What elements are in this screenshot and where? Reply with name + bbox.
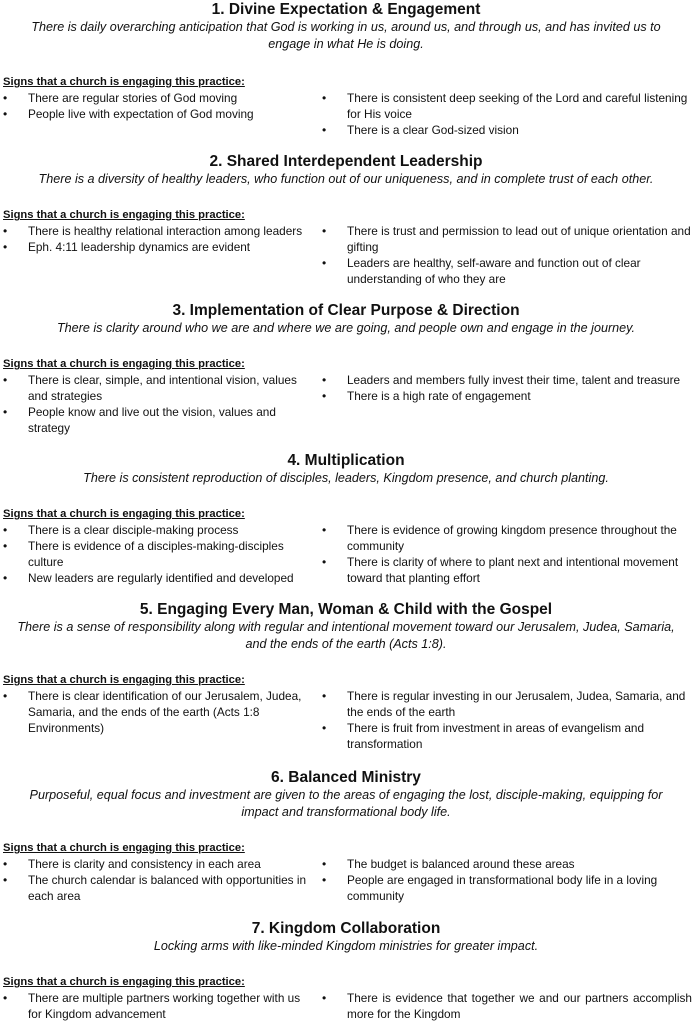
signs-list-right <box>322 990 692 1022</box>
signs-list-left <box>3 522 308 586</box>
signs-list-left <box>3 223 308 255</box>
signs-list-right <box>322 522 692 586</box>
section-title: 7. Kingdom Collaboration <box>251 920 441 937</box>
list-item: • There is a clear disciple-making process <box>3 522 308 538</box>
section-title: 2. Shared Interdependent Leadership <box>209 153 483 170</box>
practice-section-7 <box>0 920 692 1021</box>
list-item: • People know and live out the vision, values and strategy <box>3 404 308 436</box>
section-title: 4. Multiplication <box>287 452 405 469</box>
signs-list-right <box>322 90 692 138</box>
list-item: • The budget is balanced around these areas <box>322 856 692 872</box>
signs-label: Signs that a church is engaging this practice: <box>3 76 245 88</box>
list-item: • There is evidence of growing kingdom presence throughout the community <box>322 522 692 554</box>
section-description: Locking arms with like-minded Kingdom ministries for greater impact. <box>153 939 539 953</box>
signs-list-right <box>322 223 692 287</box>
practice-section-4 <box>0 452 692 585</box>
list-item: • There is clarity and consistency in each area <box>3 856 308 872</box>
practice-section-2 <box>0 153 692 286</box>
list-item: • The church calendar is balanced with opportunities in each area <box>3 872 308 904</box>
section-title: 3. Implementation of Clear Purpose & Direction <box>172 302 520 319</box>
signs-list-right <box>322 372 692 404</box>
list-item: • There is clear, simple, and intentional vision, values and strategies <box>3 372 308 404</box>
list-item: • There is fruit from investment in areas of evangelism and transformation <box>322 720 692 752</box>
signs-list-left <box>3 90 308 122</box>
signs-label: Signs that a church is engaging this practice: <box>3 508 245 520</box>
signs-list-left <box>3 990 308 1022</box>
list-item: • People are engaged in transformational body life in a loving community <box>322 872 692 904</box>
list-item: • There is a high rate of engagement <box>322 388 692 404</box>
list-item: • There are regular stories of God moving <box>3 90 308 106</box>
practice-section-3 <box>0 302 692 435</box>
list-item: • People live with expectation of God moving <box>3 106 308 122</box>
section-description: Purposeful, equal focus and investment are given to the areas of engaging the lost, disciple-making, equipping for impact and transformational body life. <box>29 788 663 819</box>
list-item: • There is consistent deep seeking of the Lord and careful listening for His voice <box>322 90 692 122</box>
practice-section-5 <box>0 601 692 751</box>
list-item: • There is evidence of a disciples-making-disciples culture <box>3 538 308 570</box>
signs-list-right <box>322 856 692 904</box>
list-item: • There are multiple partners working together with us for Kingdom advancement <box>3 990 308 1022</box>
list-item: • There is trust and permission to lead out of unique orientation and gifting <box>322 223 692 255</box>
list-item: • New leaders are regularly identified and developed <box>3 570 308 586</box>
section-description: There is daily overarching anticipation that God is working in us, around us, and through us, and has invited us to engage in what He is doing. <box>31 20 661 51</box>
signs-list-left <box>3 856 308 904</box>
section-title: 5. Engaging Every Man, Woman & Child with the Gospel <box>139 601 553 618</box>
signs-label: Signs that a church is engaging this practice: <box>3 209 245 221</box>
list-item: • Leaders and members fully invest their time, talent and treasure <box>322 372 692 388</box>
section-title: 1. Divine Expectation & Engagement <box>211 1 481 18</box>
list-item: • Leaders are healthy, self-aware and function out of clear understanding of who they are <box>322 255 692 287</box>
section-title: 6. Balanced Ministry <box>271 769 421 786</box>
list-item: • There is evidence that together we and our partners accomplish more for the Kingdom <box>322 990 692 1022</box>
list-item: • There is a clear God-sized vision <box>322 122 692 138</box>
section-description: There is consistent reproduction of disciples, leaders, Kingdom presence, and church planting. <box>83 471 609 485</box>
signs-list-right <box>322 688 692 752</box>
signs-list-left <box>3 688 308 736</box>
list-item: • There is healthy relational interaction among leaders <box>3 223 308 239</box>
signs-label: Signs that a church is engaging this practice: <box>3 674 245 686</box>
list-item: • There is regular investing in our Jerusalem, Judea, Samaria, and the ends of the earth <box>322 688 692 720</box>
signs-label: Signs that a church is engaging this practice: <box>3 358 245 370</box>
section-description: There is a sense of responsibility along with regular and intentional movement toward our Jerusalem, Judea, Samaria, and the ends of the earth (Acts 1:8). <box>17 620 675 651</box>
signs-label: Signs that a church is engaging this practice: <box>3 842 245 854</box>
list-item: • There is clarity of where to plant next and intentional movement toward that planting effort <box>322 554 692 586</box>
section-description: There is clarity around who we are and where we are going, and people own and engage in the journey. <box>56 321 636 335</box>
signs-list-left <box>3 372 308 436</box>
signs-label: Signs that a church is engaging this practice: <box>3 976 245 988</box>
practice-section-6 <box>0 769 692 903</box>
practice-section-1 <box>0 1 692 137</box>
section-description: There is a diversity of healthy leaders, who function out of our uniqueness, and in complete trust of each other. <box>38 172 654 186</box>
list-item: • Eph. 4:11 leadership dynamics are evident <box>3 239 308 255</box>
list-item: • There is clear identification of our Jerusalem, Judea, Samaria, and the ends of the earth (Acts 1:8 Environments) <box>3 688 308 736</box>
